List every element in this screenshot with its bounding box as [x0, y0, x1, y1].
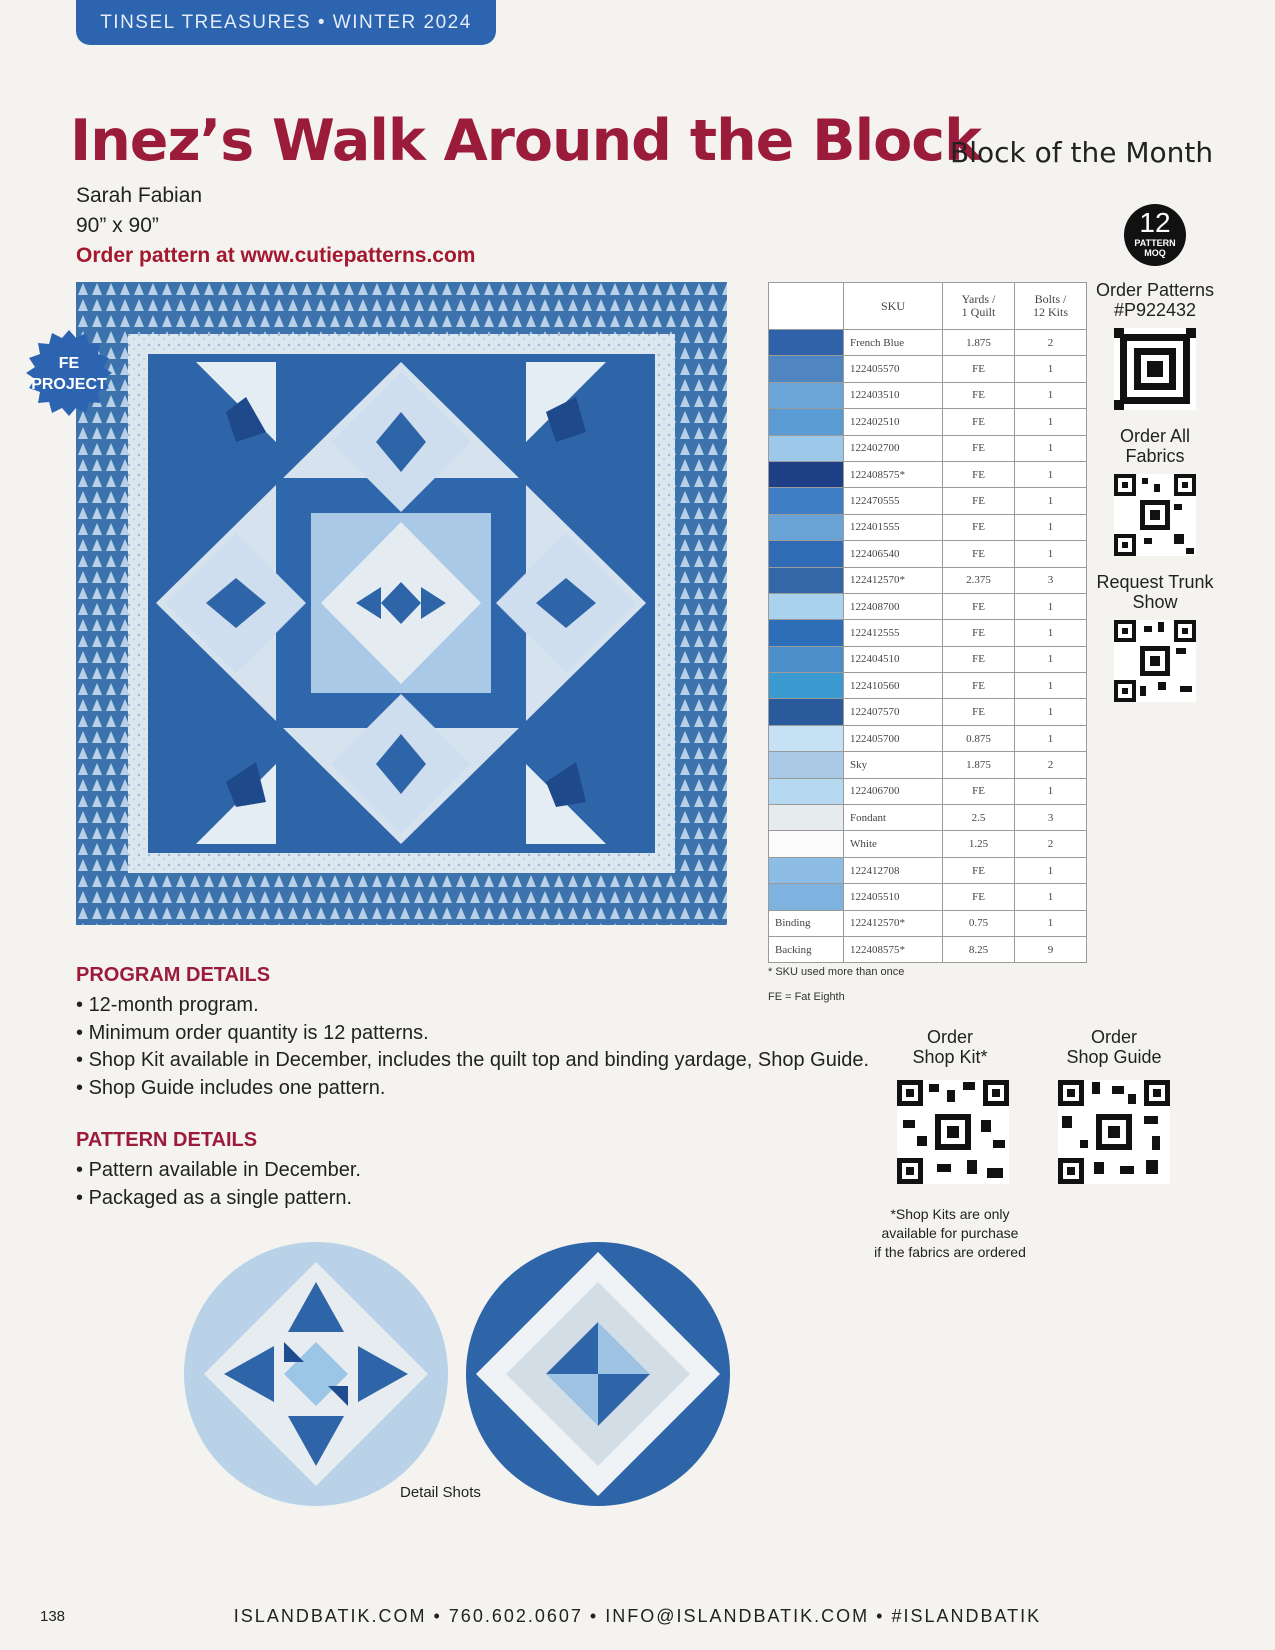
fabric-swatch: [769, 330, 844, 356]
table-row: [769, 725, 1087, 751]
detail-shot-2: [466, 1242, 730, 1506]
yards-cell: 0.75: [943, 910, 1015, 936]
table-row: [769, 409, 1087, 435]
shop-kit-note: [870, 1205, 1030, 1262]
order-patterns-label: [1090, 280, 1220, 320]
bolts-cell: 1: [1015, 646, 1087, 672]
table-row: [769, 699, 1087, 725]
table-row: [769, 857, 1087, 883]
table-row: [769, 593, 1087, 619]
page-title: Inez’s Walk Around the Block: [70, 108, 981, 174]
moq-label-2: MOQ: [1144, 248, 1166, 258]
list-item: • Minimum order quantity is 12 patterns.: [76, 1020, 869, 1048]
moq-number: 12: [1139, 207, 1171, 238]
fabric-swatch: [769, 461, 844, 487]
sku-cell: 122412570*: [844, 567, 943, 593]
sku-cell: 122412555: [844, 620, 943, 646]
yards-header-line-1: Yards /: [961, 292, 996, 306]
yards-cell: FE: [943, 488, 1015, 514]
yards-cell: 0.875: [943, 725, 1015, 751]
yards-cell: 2.5: [943, 805, 1015, 831]
sku-cell: Sky: [844, 752, 943, 778]
list-item: • 12-month program.: [76, 992, 869, 1020]
order-fabrics-qr-icon[interactable]: [1114, 474, 1196, 556]
fabric-swatch: [769, 382, 844, 408]
bolts-cell: 3: [1015, 805, 1087, 831]
designer-name: Sarah Fabian: [76, 184, 203, 207]
yards-cell: FE: [943, 857, 1015, 883]
sku-cell: 122405700: [844, 725, 943, 751]
trunk-show-line-2: Show: [1132, 592, 1178, 612]
bolts-cell: 3: [1015, 567, 1087, 593]
trunk-show-qr-icon[interactable]: [1114, 620, 1196, 702]
table-row: [769, 488, 1087, 514]
bolts-cell: 1: [1015, 409, 1087, 435]
order-fabrics-label: [1090, 426, 1220, 466]
yards-cell: FE: [943, 409, 1015, 435]
table-row: [769, 330, 1087, 356]
yards-cell: FE: [943, 461, 1015, 487]
trunk-show-label: [1090, 572, 1220, 612]
fabric-swatch: [769, 488, 844, 514]
sku-cell: 122405510: [844, 884, 943, 910]
sku-cell: 122402510: [844, 409, 943, 435]
bolts-cell: 2: [1015, 330, 1087, 356]
fabric-swatch: [769, 857, 844, 883]
table-footnote-fe: FE = Fat Eighth: [768, 991, 845, 1003]
yards-cell: 1.25: [943, 831, 1015, 857]
table-row: [769, 936, 1087, 962]
table-row: [769, 620, 1087, 646]
fabric-swatch: [769, 831, 844, 857]
order-pattern-link[interactable]: Order pattern at www.cutiepatterns.com: [76, 244, 476, 267]
program-details-heading: PROGRAM DETAILS: [76, 964, 271, 986]
bolts-cell: 1: [1015, 778, 1087, 804]
yards-cell: 1.875: [943, 330, 1015, 356]
sku-cell: 122401555: [844, 514, 943, 540]
bolts-cell: 1: [1015, 725, 1087, 751]
list-item: • Packaged as a single pattern.: [76, 1185, 361, 1213]
fabric-swatch: [769, 593, 844, 619]
fabric-swatch: [769, 884, 844, 910]
fabric-swatch: [769, 699, 844, 725]
yards-cell: 8.25: [943, 936, 1015, 962]
sku-cell: 122410560: [844, 673, 943, 699]
bolts-cell: 1: [1015, 699, 1087, 725]
shop-kit-qr-icon[interactable]: [897, 1080, 1009, 1184]
detail-shot-1: [184, 1242, 448, 1506]
fabric-swatch: [769, 541, 844, 567]
quilt-photo: [76, 282, 727, 925]
table-row: [769, 541, 1087, 567]
table-row: [769, 435, 1087, 461]
fabric-swatch: [769, 805, 844, 831]
list-item: • Shop Kit available in December, includes the quilt top and binding yardage, Shop Guide.: [76, 1047, 869, 1075]
fabric-swatch: [769, 514, 844, 540]
fabric-swatch: [769, 646, 844, 672]
bolts-cell: 1: [1015, 884, 1087, 910]
bolts-cell: 1: [1015, 541, 1087, 567]
list-item: • Shop Guide includes one pattern.: [76, 1075, 869, 1103]
fabric-swatch: [769, 752, 844, 778]
order-patterns-qr-icon[interactable]: [1114, 328, 1196, 410]
fabric-swatch: [769, 620, 844, 646]
sku-cell: 122406700: [844, 778, 943, 804]
sku-cell: 122408575*: [844, 936, 943, 962]
bolts-cell: 2: [1015, 752, 1087, 778]
shop-kit-line-2: Shop Kit*: [912, 1047, 988, 1067]
table-header-row: [769, 283, 1087, 330]
yards-cell: FE: [943, 699, 1015, 725]
bolts-cell: 1: [1015, 673, 1087, 699]
bolts-cell: 9: [1015, 936, 1087, 962]
sku-cell: 122404510: [844, 646, 943, 672]
bolts-header: [1015, 283, 1087, 330]
shop-guide-qr-icon[interactable]: [1058, 1080, 1170, 1184]
shop-guide-line-1: Order: [1090, 1027, 1137, 1047]
sku-header: SKU: [844, 283, 943, 330]
yards-header: [943, 283, 1015, 330]
pattern-details-list: [76, 1157, 361, 1212]
yards-cell: FE: [943, 382, 1015, 408]
fe-project-badge-text: [26, 353, 112, 395]
fabric-swatch: [769, 673, 844, 699]
yards-cell: FE: [943, 673, 1015, 699]
order-patterns-line-2: #P922432: [1113, 300, 1197, 320]
sku-cell: 122405570: [844, 356, 943, 382]
sku-cell: 122470555: [844, 488, 943, 514]
pattern-moq-badge: [1124, 204, 1186, 266]
table-row: [769, 567, 1087, 593]
shop-kit-label: [890, 1027, 1010, 1067]
table-footnote-sku: * SKU used more than once: [768, 966, 905, 978]
yards-cell: FE: [943, 646, 1015, 672]
yards-cell: 1.875: [943, 752, 1015, 778]
sku-cell: 122408700: [844, 593, 943, 619]
fabric-swatch: [769, 567, 844, 593]
shop-kit-note-line-2: available for purchase: [881, 1225, 1019, 1241]
table-row: [769, 752, 1087, 778]
footer-contact: ISLANDBATIK.COM • 760.602.0607 • INFO@ISLANDBATIK.COM • #ISLANDBATIK: [233, 1606, 1042, 1626]
shop-guide-label: [1054, 1027, 1174, 1067]
bolts-cell: 1: [1015, 488, 1087, 514]
yards-cell: FE: [943, 778, 1015, 804]
table-row: [769, 514, 1087, 540]
fabric-swatch: [769, 356, 844, 382]
sku-cell: 122406540: [844, 541, 943, 567]
sku-cell: White: [844, 831, 943, 857]
table-row: [769, 778, 1087, 804]
sku-cell: French Blue: [844, 330, 943, 356]
sku-cell: 122412708: [844, 857, 943, 883]
table-row: [769, 910, 1087, 936]
fabric-swatch: [769, 435, 844, 461]
sku-cell: 122412570*: [844, 910, 943, 936]
swatch-header: [769, 283, 844, 330]
bolts-cell: 1: [1015, 910, 1087, 936]
trunk-show-line-1: Request Trunk: [1096, 572, 1214, 592]
page-number: 138: [40, 1608, 66, 1625]
sku-cell: 122402700: [844, 435, 943, 461]
badge-line-1: FE: [58, 355, 80, 372]
sku-cell: Fondant: [844, 805, 943, 831]
badge-line-2: PROJECT: [31, 376, 107, 393]
yards-cell: FE: [943, 620, 1015, 646]
sku-cell: 122408575*: [844, 461, 943, 487]
sku-cell: 122407570: [844, 699, 943, 725]
table-row: [769, 646, 1087, 672]
order-patterns-line-1: Order Patterns: [1095, 280, 1215, 300]
table-row: [769, 805, 1087, 831]
yards-cell: FE: [943, 541, 1015, 567]
row-label-cell: Binding: [769, 910, 844, 936]
fabric-swatch: [769, 725, 844, 751]
order-fabrics-line-1: Order All: [1119, 426, 1191, 446]
bolts-cell: 1: [1015, 857, 1087, 883]
pattern-details-heading: PATTERN DETAILS: [76, 1129, 258, 1151]
yards-cell: FE: [943, 356, 1015, 382]
bolts-cell: 1: [1015, 435, 1087, 461]
table-row: [769, 884, 1087, 910]
detail-shots-caption: Detail Shots: [400, 1484, 481, 1501]
shop-kit-note-line-3: if the fabrics are ordered: [874, 1244, 1026, 1260]
table-row: [769, 356, 1087, 382]
fabric-sku-table: [768, 282, 1087, 963]
moq-label-1: PATTERN: [1134, 238, 1176, 248]
bolts-cell: 2: [1015, 831, 1087, 857]
yards-cell: FE: [943, 514, 1015, 540]
shop-guide-line-2: Shop Guide: [1066, 1047, 1162, 1067]
list-item: • Pattern available in December.: [76, 1157, 361, 1185]
table-row: [769, 461, 1087, 487]
yards-cell: 2.375: [943, 567, 1015, 593]
bolts-cell: 1: [1015, 382, 1087, 408]
table-row: [769, 673, 1087, 699]
bolts-header-line-2: 12 Kits: [1032, 305, 1068, 319]
bolts-cell: 1: [1015, 620, 1087, 646]
yards-cell: FE: [943, 593, 1015, 619]
header-tab: TINSEL TREASURES • WINTER 2024: [76, 0, 496, 45]
yards-cell: FE: [943, 435, 1015, 461]
table-row: [769, 382, 1087, 408]
program-details-list: [76, 992, 869, 1102]
bolts-header-line-1: Bolts /: [1034, 292, 1067, 306]
bolts-cell: 1: [1015, 461, 1087, 487]
shop-kit-line-1: Order: [926, 1027, 973, 1047]
fabric-swatch: [769, 409, 844, 435]
shop-kit-note-line-1: *Shop Kits are only: [890, 1206, 1010, 1222]
sku-cell: 122403510: [844, 382, 943, 408]
page-subtitle: Block of the Month: [950, 136, 1214, 169]
bolts-cell: 1: [1015, 593, 1087, 619]
row-label-cell: Backing: [769, 936, 844, 962]
yards-header-line-2: 1 Quilt: [961, 305, 996, 319]
bolts-cell: 1: [1015, 356, 1087, 382]
order-fabrics-line-2: Fabrics: [1125, 446, 1185, 466]
table-row: [769, 831, 1087, 857]
fabric-swatch: [769, 778, 844, 804]
bolts-cell: 1: [1015, 514, 1087, 540]
quilt-size: 90” x 90”: [76, 214, 159, 237]
yards-cell: FE: [943, 884, 1015, 910]
